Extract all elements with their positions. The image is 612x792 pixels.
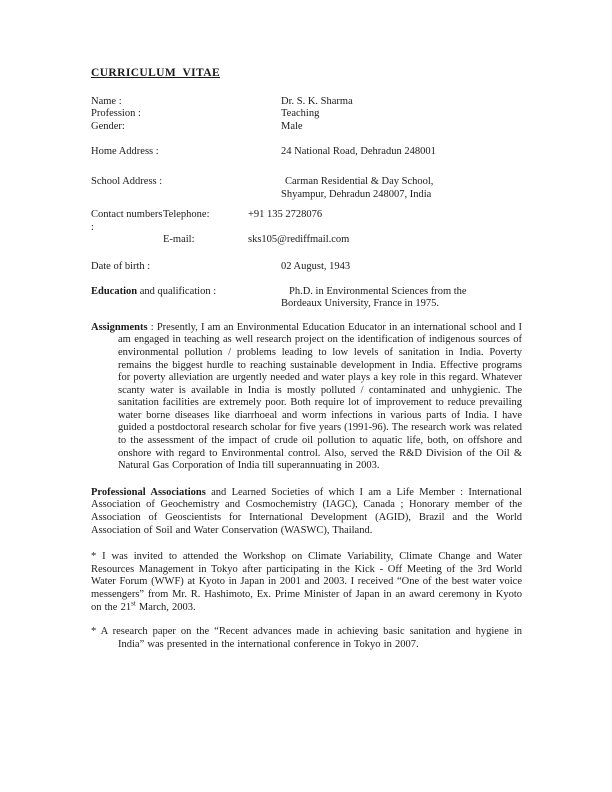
education-label-rest: and qualification : — [137, 285, 217, 297]
education-value-line1: Ph.D. in Environmental Sciences from the — [289, 285, 467, 297]
profession-label: Profession : — [91, 108, 141, 120]
field-row-education — [91, 286, 522, 311]
name-value: Dr. S. K. Sharma — [281, 95, 353, 107]
email-value: sks105@rediffmail.com — [248, 234, 350, 246]
assignments-paragraph — [91, 322, 522, 473]
field-row-contact-telephone — [91, 209, 522, 234]
document-title: CURRICULUM VITAE — [91, 67, 221, 79]
ordinal-superscript: st — [131, 599, 136, 608]
contact-label: Contact numbers : — [91, 209, 163, 233]
telephone-value: +91 135 2728076 — [248, 209, 323, 221]
research-paper-paragraph — [91, 626, 522, 651]
field-row-home-address — [91, 146, 522, 159]
school-address-label: School Address : — [91, 175, 163, 187]
home-address-value: 24 National Road, Dehradun 248001 — [281, 146, 436, 158]
workshop-paragraph — [91, 551, 522, 614]
email-label: E-mail: — [163, 234, 195, 246]
field-row-contact-email — [91, 234, 522, 247]
school-address-value — [281, 176, 522, 201]
school-address-line2: Shyampur, Dehradun 248007, India — [281, 188, 432, 200]
school-address-line1: Carman Residential & Day School, — [285, 175, 434, 187]
workshop-text-start: * I was invited to attended the Workshop on Climate Variability, Climate Change and Water Resources Management in Tokyo after participating in the Kick - Off Meeting of the 3rd World Water Forum (WWF) at Kyoto in Japan in 2001 and 2003. I received “One of the best water voice messengers” from Mr. R. Hashimoto, Ex. Prime Minister of Japan in an award ceremony in Kyoto on the 21 — [91, 551, 522, 613]
gender-label: Gender: — [91, 120, 125, 132]
field-row-name — [91, 96, 522, 109]
workshop-text-end: March, 2003. — [135, 601, 196, 613]
education-value-line2: Bordeaux University, France in 1975. — [281, 298, 439, 310]
date-of-birth-label: Date of birth : — [91, 260, 151, 272]
research-paper-text: * A research paper on the “Recent advances made in achieving basic sanitation and hygiene in India” was presented in the international conference in Tokyo in 2007. — [91, 626, 522, 650]
field-row-gender — [91, 121, 522, 134]
field-row-profession — [91, 108, 522, 121]
education-label-bold: Education — [91, 285, 138, 297]
professional-heading: Professional Associations — [91, 486, 206, 498]
name-label: Name : — [91, 95, 122, 107]
assignments-heading: Assignments — [91, 321, 148, 333]
assignments-separator: : — [147, 321, 157, 333]
date-of-birth-value: 02 August, 1943 — [281, 260, 351, 272]
field-row-school-address — [91, 176, 522, 201]
education-value — [281, 286, 522, 311]
field-row-date-of-birth — [91, 261, 522, 274]
education-label — [91, 286, 281, 299]
gender-value: Male — [281, 120, 303, 132]
home-address-label: Home Address : — [91, 146, 159, 158]
professional-body: and Learned Societies of which I am a Life Member : International Association of Geochemistry and Cosmochemistry (IAGC), Canada ; Honorary member of the Association of Geoscientists for International Development (AGID), Brazil and the World Association of Soil and Water Conservation (WASWC), Thailand. — [91, 486, 522, 536]
professional-associations-paragraph — [91, 487, 522, 537]
profession-value: Teaching — [281, 108, 320, 120]
cv-content — [91, 0, 522, 651]
assignments-body: Presently, I am an Environmental Education Educator in an international school and I am engaged in teaching as well research project on the identification of indigenous sources of environmental pollution / problems leading to low levels of sanitation in India. Poverty remains the biggest hurdle to reaching sustainable development in India. Effective programs for poverty alleviation are urgently needed and water plays a key role in this regard. Whatever scanty water is available in India is mostly polluted / contaminated and unhygienic. The sanitation facilities are extremely poor. Both require lot of improvement to reduce prevailing water borne diseases like diarrhoeal and worm infections in various parts of India. I have guided a postdoctoral research scholar for five years (1991-96). The research work was related to the assessment of the impact of crude oil pollution to aquatic life, both, on offshore and onshore with regard to Environmental control. Also, served the R&D Division of the Oil & Natural Gas Corporation of India till superannuating in 2003. — [118, 321, 522, 472]
telephone-label: Telephone: — [163, 209, 210, 221]
